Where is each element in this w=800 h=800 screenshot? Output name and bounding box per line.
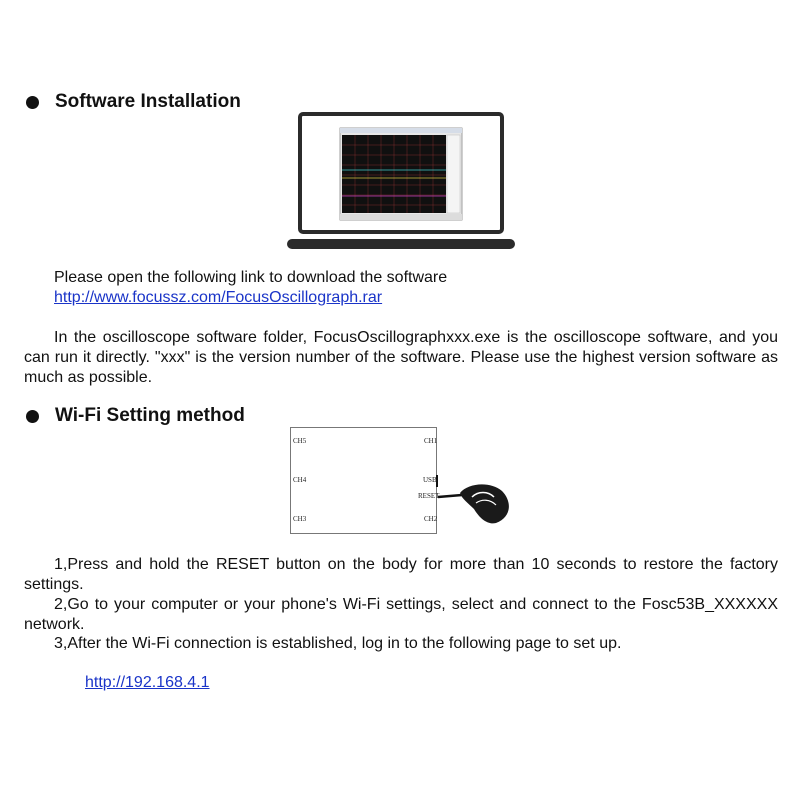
- laptop-illustration: [286, 112, 516, 252]
- board-label-ch1: CH1: [424, 437, 438, 445]
- step-1: 1,Press and hold the RESET button on the body for more than 10 seconds to restore the factory settings.: [24, 556, 778, 593]
- download-link[interactable]: http://www.focussz.com/FocusOscillograph.rar: [54, 289, 383, 306]
- section-heading-wifi-setting: [26, 404, 245, 428]
- step-2: 2,Go to your computer or your phone's Wi-Fi settings, select and connect to the Fosc53B_XXXXXX network.: [24, 596, 778, 633]
- step-3: 3,After the Wi-Fi connection is established, log in to the following page to set up.: [54, 635, 622, 652]
- board-label-ch5: CH5: [293, 437, 307, 445]
- board-label-ch4: CH4: [293, 476, 307, 484]
- bullet-icon: [26, 410, 39, 423]
- download-instruction: [24, 268, 778, 308]
- bullet-icon: [26, 96, 39, 109]
- board-label-reset: RESET: [418, 492, 440, 500]
- board-label-ch2: CH2: [424, 515, 438, 523]
- section-heading-software-installation: [26, 90, 241, 114]
- setup-link-container: [85, 674, 210, 692]
- download-text: Please open the following link to download the software: [54, 269, 448, 286]
- device-board-diagram: [290, 427, 512, 537]
- software-folder-paragraph: In the oscilloscope software folder, FocusOscillographxxx.exe is the oscilloscope software, and you can run it directly. "xxx" is the version number of the software. Please use the highest version software as much as possible.: [24, 329, 778, 386]
- hand-press-icon: [438, 484, 509, 523]
- oscilloscope-screenshot-icon: [340, 128, 462, 220]
- heading-text: Software Installation: [55, 91, 241, 112]
- board-label-ch3: CH3: [293, 515, 307, 523]
- heading-text: Wi-Fi Setting method: [55, 405, 245, 426]
- setup-page-link[interactable]: http://192.168.4.1: [85, 674, 210, 691]
- board-label-usb: USB: [423, 476, 437, 484]
